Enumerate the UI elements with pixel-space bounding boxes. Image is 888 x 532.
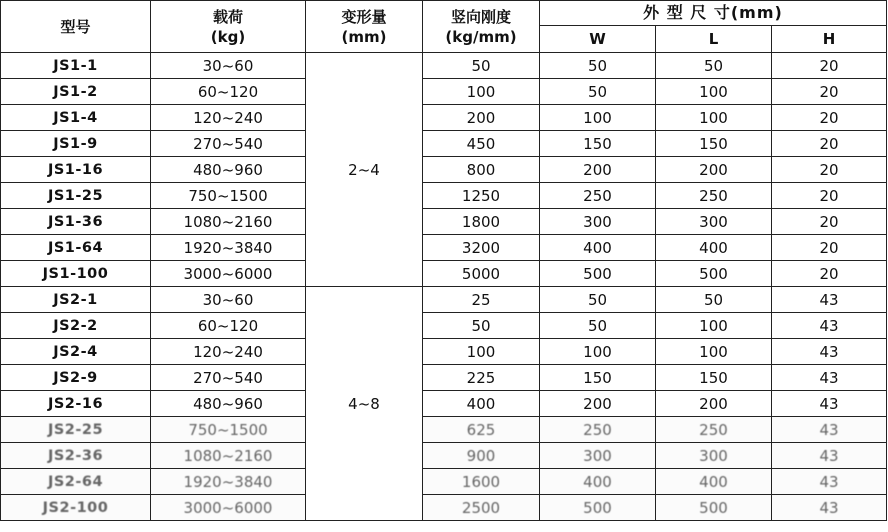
cell-l [656,105,772,131]
cell-w [540,235,656,261]
cell-model [1,495,151,521]
cell-l-text: 200 [699,394,728,413]
cell-load [151,365,306,391]
cell-w [540,261,656,287]
cell-stiffness [423,365,540,391]
cell-h-text: 20 [819,212,839,231]
cell-load-text: 750~1500 [188,420,268,439]
cell-model-text: JS1-9 [53,135,98,152]
cell-model [1,391,151,417]
header-deformation-unit: (mm) [341,27,387,46]
cell-stiffness [423,417,540,443]
cell-load-text: 120~240 [193,108,263,127]
cell-model-text: JS2-64 [47,473,104,490]
table-row [1,391,887,417]
table-row [1,105,887,131]
cell-model-text: JS2-4 [53,343,98,360]
cell-h-text: 43 [819,446,839,465]
cell-load-text: 120~240 [193,342,263,361]
cell-w [540,105,656,131]
cell-w [540,209,656,235]
cell-h [772,261,887,287]
cell-w [540,131,656,157]
cell-w-text: 150 [583,368,612,387]
cell-w-text: 400 [583,238,612,257]
cell-h [772,417,887,443]
cell-h-text: 43 [819,420,839,439]
cell-model-text: JS1-36 [47,213,104,230]
cell-load-text: 1920~3840 [183,238,273,257]
cell-h-text: 20 [819,82,839,101]
cell-w-text: 200 [583,160,612,179]
cell-load [151,339,306,365]
cell-load [151,53,306,79]
cell-h [772,131,887,157]
table-row [1,235,887,261]
cell-load [151,157,306,183]
cell-stiffness [423,209,540,235]
table-row [1,313,887,339]
table-header [1,1,887,53]
cell-model [1,313,151,339]
cell-load-text: 480~960 [193,394,263,413]
cell-stiffness-text: 1800 [461,212,501,231]
cell-stiffness-text: 25 [471,290,491,309]
cell-stiffness-text: 625 [466,420,496,439]
cell-w-text: 50 [587,290,608,309]
header-l: L [656,26,772,53]
cell-load-text: 1920~3840 [183,472,273,491]
cell-stiffness-text: 225 [466,368,496,387]
cell-w-text: 250 [583,420,612,439]
header-deformation [306,1,423,53]
table-row [1,443,887,469]
cell-w [540,313,656,339]
cell-stiffness-text: 800 [466,160,496,179]
cell-model [1,469,151,495]
header-w: W [540,26,656,53]
header-model: 型号 [1,1,151,53]
cell-l-text: 100 [699,316,728,335]
cell-load-text: 1080~2160 [183,212,273,231]
cell-l [656,287,772,313]
cell-stiffness [423,495,540,521]
cell-h-text: 43 [819,394,839,413]
cell-h [772,339,887,365]
cell-load-text: 60~120 [197,316,259,335]
cell-h-text: 20 [819,160,839,179]
cell-l-text: 400 [699,238,728,257]
cell-model [1,417,151,443]
cell-stiffness [423,183,540,209]
cell-h [772,79,887,105]
cell-model [1,235,151,261]
cell-l [656,469,772,495]
cell-load-text: 60~120 [197,82,259,101]
cell-stiffness [423,53,540,79]
cell-w [540,339,656,365]
cell-load [151,495,306,521]
table-row [1,183,887,209]
cell-model [1,183,151,209]
cell-h [772,105,887,131]
cell-stiffness-text: 100 [466,342,496,361]
cell-model [1,131,151,157]
cell-deformation-text: 2~4 [348,160,380,179]
cell-l-text: 250 [699,186,728,205]
cell-l [656,53,772,79]
cell-h [772,235,887,261]
cell-stiffness [423,105,540,131]
cell-stiffness-text: 3200 [461,238,501,257]
cell-w [540,287,656,313]
cell-load-text: 3000~6000 [183,264,273,283]
cell-load [151,261,306,287]
header-load-title: 载荷 [212,7,243,26]
cell-w-text: 300 [583,446,612,465]
cell-h [772,313,887,339]
cell-l [656,495,772,521]
cell-l [656,365,772,391]
cell-l-text: 500 [699,498,728,517]
table-row [1,157,887,183]
cell-load [151,417,306,443]
table-row [1,261,887,287]
cell-h [772,157,887,183]
cell-h [772,365,887,391]
cell-w-text: 100 [583,342,612,361]
cell-stiffness-text: 900 [466,446,496,465]
cell-stiffness [423,261,540,287]
cell-l-text: 150 [699,134,728,153]
cell-model-text: JS1-100 [42,265,109,282]
cell-l [656,313,772,339]
cell-l [656,391,772,417]
cell-w-text: 50 [587,56,608,75]
cell-stiffness-text: 1250 [461,186,501,205]
cell-h [772,209,887,235]
table-row [1,209,887,235]
table-row [1,79,887,105]
cell-l-text: 100 [699,82,728,101]
cell-l [656,443,772,469]
cell-w-text: 500 [583,498,612,517]
cell-load [151,131,306,157]
cell-load-text: 30~60 [202,56,254,75]
cell-l [656,79,772,105]
cell-stiffness-text: 50 [471,56,491,75]
cell-w [540,183,656,209]
table-body [1,53,887,521]
cell-l-text: 250 [699,420,728,439]
cell-w-text: 300 [583,212,612,231]
table-row [1,495,887,521]
cell-w [540,469,656,495]
cell-model [1,287,151,313]
cell-stiffness [423,157,540,183]
cell-l-text: 300 [699,212,728,231]
cell-model-text: JS1-25 [47,187,104,204]
cell-h [772,183,887,209]
cell-stiffness [423,313,540,339]
cell-l-text: 400 [699,472,728,491]
cell-h-text: 20 [819,134,839,153]
cell-h [772,53,887,79]
cell-stiffness [423,339,540,365]
header-h: H [772,26,887,53]
cell-h-text: 43 [819,472,839,491]
cell-model [1,339,151,365]
cell-w [540,443,656,469]
cell-stiffness [423,443,540,469]
cell-stiffness-text: 1600 [461,472,501,491]
cell-model [1,53,151,79]
cell-stiffness [423,469,540,495]
cell-l-text: 500 [699,264,728,283]
header-deformation-title: 变形量 [341,7,387,26]
cell-stiffness-text: 200 [466,108,496,127]
cell-load [151,235,306,261]
cell-l-text: 50 [703,290,724,309]
cell-w-text: 250 [583,186,612,205]
header-dimensions: 外 型 尺 寸(mm) [540,1,887,26]
cell-model-text: JS1-64 [47,239,104,256]
cell-model-text: JS2-25 [47,421,104,438]
cell-deformation-text: 4~8 [348,394,380,413]
cell-h-text: 20 [819,108,839,127]
cell-stiffness-text: 5000 [461,264,501,283]
cell-l-text: 300 [699,446,728,465]
cell-l [656,183,772,209]
cell-load [151,287,306,313]
cell-l [656,209,772,235]
cell-w [540,53,656,79]
cell-load [151,313,306,339]
cell-l [656,261,772,287]
cell-model-text: JS2-9 [53,369,98,386]
cell-load-text: 270~540 [193,134,263,153]
table-row [1,339,887,365]
cell-model-text: JS2-100 [42,499,109,516]
cell-deformation [306,53,423,287]
cell-load [151,443,306,469]
cell-stiffness [423,79,540,105]
cell-load [151,79,306,105]
table-row [1,287,887,313]
cell-model-text: JS2-1 [53,291,98,308]
cell-model [1,157,151,183]
cell-stiffness-text: 2500 [461,498,501,517]
cell-l-text: 50 [703,56,724,75]
cell-w-text: 400 [583,472,612,491]
cell-model-text: JS1-2 [53,83,98,100]
cell-load-text: 480~960 [193,160,263,179]
cell-model [1,365,151,391]
header-load-unit: (kg) [210,27,246,46]
cell-h-text: 43 [819,290,839,309]
cell-deformation [306,287,423,521]
table-row [1,469,887,495]
cell-l-text: 150 [699,368,728,387]
cell-h-text: 20 [819,56,839,75]
cell-load [151,209,306,235]
header-stiffness-title: 竖向刚度 [450,7,511,26]
table-row [1,53,887,79]
header-stiffness-unit: (kg/mm) [445,27,517,46]
cell-l-text: 100 [699,342,728,361]
cell-model [1,105,151,131]
cell-w [540,79,656,105]
cell-h-text: 43 [819,316,839,335]
cell-h [772,443,887,469]
cell-h-text: 43 [819,342,839,361]
cell-stiffness-text: 50 [471,316,491,335]
cell-load-text: 750~1500 [188,186,268,205]
table-row [1,417,887,443]
cell-h [772,469,887,495]
cell-model [1,209,151,235]
cell-w [540,495,656,521]
cell-w [540,391,656,417]
cell-h-text: 20 [819,264,839,283]
cell-l [656,131,772,157]
cell-model-text: JS2-16 [47,395,104,412]
cell-h [772,287,887,313]
cell-load [151,105,306,131]
cell-model-text: JS1-1 [53,57,98,74]
cell-load [151,391,306,417]
cell-l [656,417,772,443]
cell-model-text: JS1-16 [47,161,104,178]
cell-model [1,79,151,105]
cell-stiffness-text: 100 [466,82,496,101]
cell-load-text: 1080~2160 [183,446,273,465]
cell-h-text: 20 [819,238,839,257]
cell-stiffness [423,391,540,417]
cell-w-text: 150 [583,134,612,153]
table-row [1,131,887,157]
cell-load [151,183,306,209]
cell-w-text: 50 [587,316,608,335]
cell-stiffness [423,235,540,261]
cell-stiffness-text: 450 [466,134,496,153]
cell-w-text: 100 [583,108,612,127]
cell-model-text: JS2-2 [53,317,98,334]
cell-l-text: 100 [699,108,728,127]
cell-w [540,157,656,183]
cell-h-text: 20 [819,186,839,205]
cell-h [772,495,887,521]
cell-load [151,469,306,495]
cell-w-text: 50 [587,82,608,101]
cell-h-text: 43 [819,498,839,517]
table-row [1,365,887,391]
cell-h [772,391,887,417]
cell-l [656,235,772,261]
header-stiffness [423,1,540,53]
header-load [151,1,306,53]
cell-l [656,157,772,183]
cell-h-text: 43 [819,368,839,387]
cell-load-text: 30~60 [202,290,254,309]
cell-model-text: JS2-36 [47,447,104,464]
cell-stiffness [423,287,540,313]
cell-w-text: 500 [583,264,612,283]
cell-w [540,417,656,443]
cell-w [540,365,656,391]
cell-model [1,261,151,287]
cell-model-text: JS1-4 [53,109,98,126]
cell-load-text: 3000~6000 [183,498,273,517]
cell-model [1,443,151,469]
cell-stiffness-text: 400 [466,394,496,413]
cell-load-text: 270~540 [193,368,263,387]
cell-l [656,339,772,365]
cell-stiffness [423,131,540,157]
cell-l-text: 200 [699,160,728,179]
cell-w-text: 200 [583,394,612,413]
